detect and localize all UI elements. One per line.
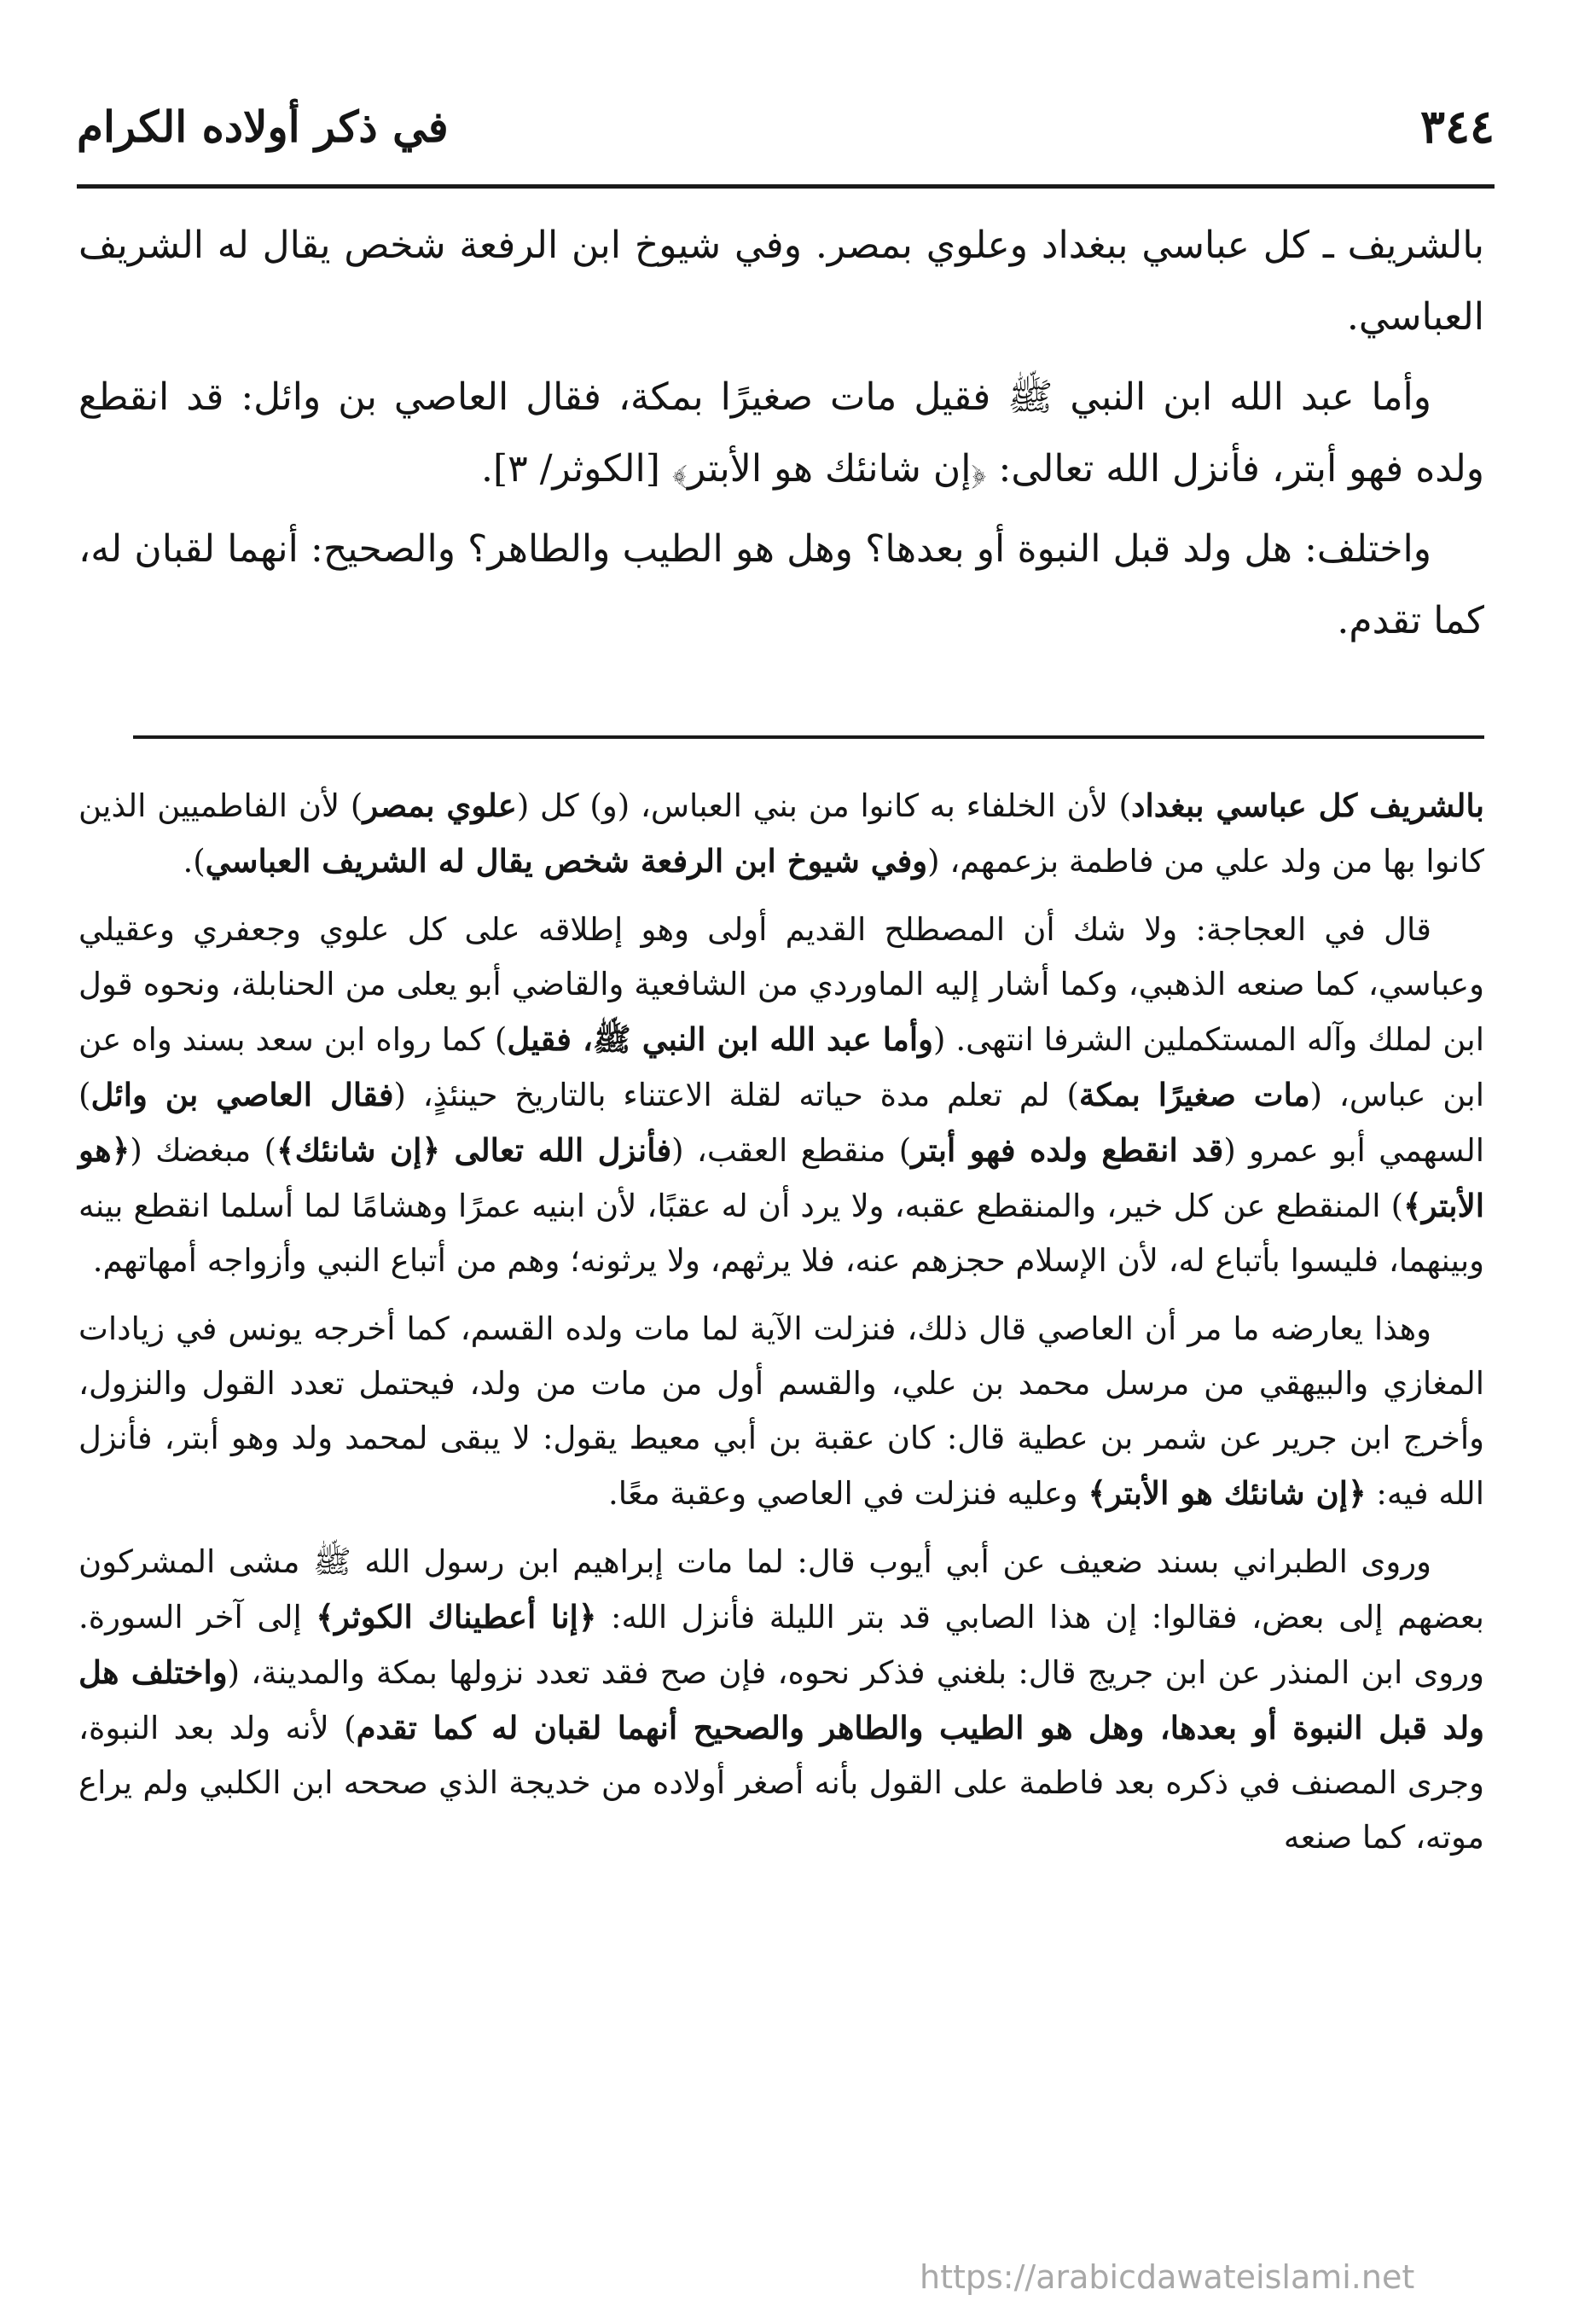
commentary-text-run: وروى الطبراني بسند ضعيف عن أبي أيوب قال: لما مات إبراهيم ابن رسول الله ﷺ مشى المشركون بعضهم إلى بعض، فقالوا: إن هذا الصابي قد بتر الليلة فأنزل الله: — [78, 1543, 1484, 1636]
commentary-text-run: ) منقطع العقب، ( — [671, 1132, 912, 1169]
quoted-text: علوي بمصر — [363, 787, 517, 824]
main-paragraph: بالشريف ـ كل عباسي ببغداد وعلوي بمصر. وفي شيوخ ابن الرفعة شخص يقال له الشريف العباسي. — [78, 224, 1484, 339]
commentary-paragraph — [78, 778, 1484, 889]
commentary-text-run: ) لأن الفاطميين الذين كانوا بها من ولد علي من فاطمة بزعمهم، ( — [78, 787, 1484, 880]
commentary-text-run: وهذا يعارضه ما مر أن العاصي قال ذلك، فنزلت الآية لما مات ولده القسم، كما أخرجه يونس في زيادات المغازي والبيهقي من مرسل محمد بن علي، والقسم أول من مات من ولد، فيحتمل تعدد القول والنزول، وأخرج ابن جرير عن شمر بن عطية قال: كان عقبة بن أبي معيط يقول: لا يبقى لمحمد ولد وهو أبتر، فأنزل الله فيه: — [78, 1310, 1484, 1512]
watermark: https://arabicdawateislami.net — [920, 2258, 1415, 2296]
commentary-text-run: ) المنقطع عن كل خير، والمنقطع عقبه، ولا يرد أن له عقبًا، لأن ابنيه عمرًا وهشامًا لما أسلما انقطع بينه وبينهما، فليسوا بأتباع له، لأن الإسلام حجزهم عنه، فلا يرثهم، ولا يرثونه؛ وهم من أتباع النبي وأزواجه أمهاتهم. — [78, 1188, 1484, 1279]
quoted-text: واختلف هل ولد قبل النبوة أو بعدها، وهل هو الطيب والطاهر والصحيح أنهما لقبان له كما تقدم — [78, 1653, 1484, 1746]
commentary-text — [78, 778, 1484, 1879]
commentary-paragraph — [78, 1302, 1484, 1521]
commentary-text-run: ) لأن الخلفاء به كانوا من بني العباس، (و) كل ( — [516, 787, 1131, 824]
page-header — [77, 75, 1495, 177]
commentary-text-run: ) مبغضك ( — [130, 1132, 276, 1169]
main-text — [78, 210, 1484, 665]
commentary-divider — [133, 735, 1484, 739]
quoted-text: وأما عبد الله ابن النبي ﷺ، فقيل — [507, 1020, 933, 1058]
commentary-text-run: ). — [183, 843, 206, 880]
commentary-text-run: وعليه فنزلت في العاصي وعقبة معًا. — [607, 1475, 1088, 1512]
quoted-text: ﴿إن شانئك هو الأبتر﴾ — [1088, 1474, 1367, 1512]
commentary-paragraph — [78, 1535, 1484, 1865]
commentary-text-run: ) كما رواه ابن سعد بسند واه عن ابن عباس، ( — [78, 1021, 1485, 1113]
quoted-text: مات صغيرًا بمكة — [1078, 1076, 1310, 1113]
quoted-text: وفي شيوخ ابن الرفعة شخص يقال له الشريف العباسي — [205, 842, 928, 880]
quoted-text: قد انقطع ولده فهو أبتر — [911, 1131, 1224, 1169]
quoted-text: فأنزل الله تعالى ﴿إن شانئك﴾ — [276, 1131, 672, 1169]
commentary-paragraph — [78, 903, 1484, 1288]
header-divider — [77, 184, 1495, 189]
main-paragraph: وأما عبد الله ابن النبي ﷺ فقيل مات صغيرًا بمكة، فقال العاصي بن وائل: قد انقطع ولده فهو أبتر، فأنزل الله تعالى: ﴿إن شانئك هو الأبتر﴾ [الكوثر/ ٣]. — [78, 375, 1484, 491]
running-title: في ذكر أولاده الكرام — [77, 101, 449, 152]
commentary-text-run: ) السهمي أبو عمرو ( — [78, 1077, 1484, 1169]
main-paragraph: واختلف: هل ولد قبل النبوة أو بعدها؟ وهل هو الطيب والطاهر؟ والصحيح: أنهما لقبان له، كما تقدم. — [78, 527, 1484, 642]
commentary-text-run: ) لأنه ولد بعد النبوة، وجرى المصنف في ذكره بعد فاطمة على القول بأنه أصغر أولاده من خديجة الذي صححه ابن الكلبي ولم يراع موته، كما صنعه — [78, 1710, 1484, 1856]
quoted-text: فقال العاصي بن وائل — [90, 1076, 394, 1113]
commentary-text-run: إلى آخر السورة. وروى ابن المنذر عن ابن جريج قال: بلغني فذكر نحوه، فإن صح فقد تعدد نزولها بمكة والمدينة، ( — [78, 1599, 1484, 1691]
quoted-text: بالشريف كل عباسي ببغداد — [1131, 787, 1485, 824]
commentary-text-run: قال في العجاجة: ولا شك أن المصطلح القديم أولى وهو إطلاقه على كل علوي وجعفري وعقيلي وعباسي، كما صنعه الذهبي، وكما أشار إليه الماوردي من الشافعية والقاضي أبو يعلى من الحنابلة، ونحوه قول ابن لملك وآله المستكملين الشرفا انتهى. ( — [78, 911, 1484, 1058]
quoted-text: ﴿هو الأبتر﴾ — [78, 1131, 1484, 1224]
quoted-text: ﴿إنا أعطيناك الكوثر﴾ — [316, 1598, 597, 1636]
page-number: ٣٤٤ — [1419, 99, 1495, 154]
commentary-text-run: ) لم تعلم مدة حياته لقلة الاعتناء بالتاريخ حينئذٍ، ( — [393, 1077, 1079, 1113]
